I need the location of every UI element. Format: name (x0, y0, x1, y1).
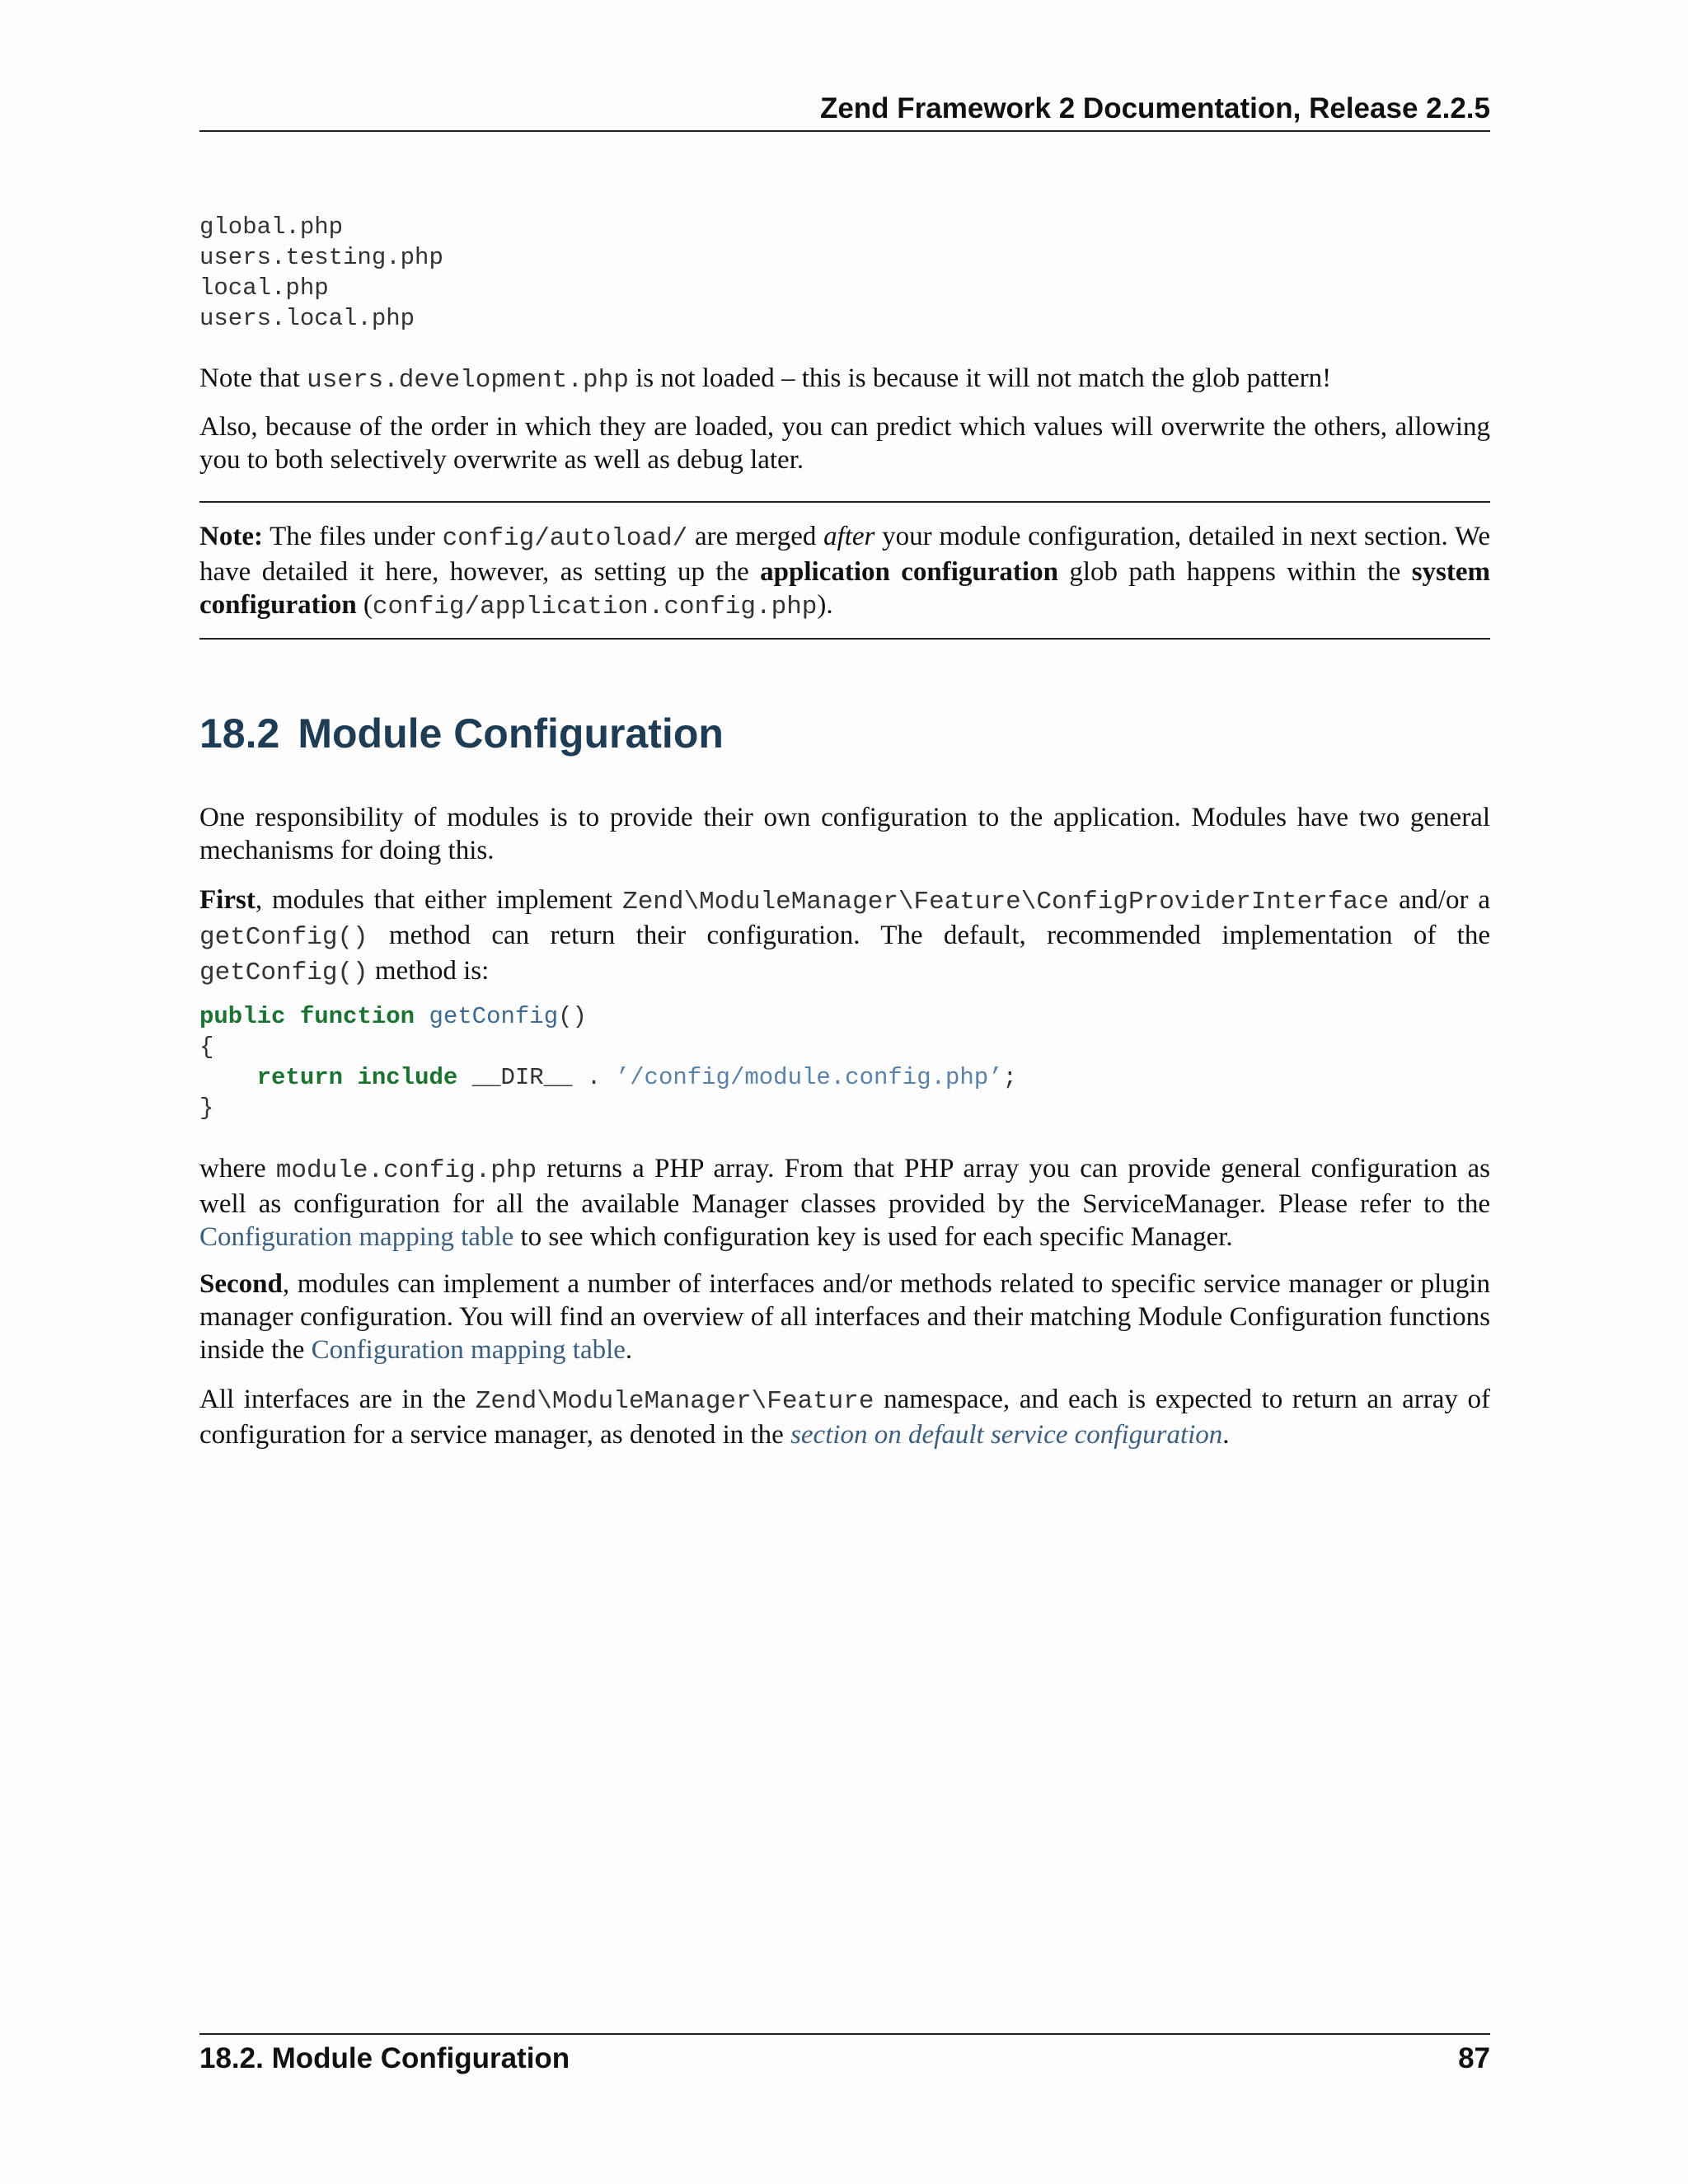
paragraph-not-loaded: Note that users.development.php is not loaded – this is because it will not match the glob pattern! (199, 363, 1332, 395)
paragraph-intro: One responsibility of modules is to provide their own configuration to the application. Modules have two general mechanisms for doing this. (199, 803, 1490, 865)
config-mapping-link[interactable]: Configuration mapping table (199, 1222, 514, 1252)
default-service-config-link[interactable]: section on default service configuration (790, 1420, 1223, 1450)
config-mapping-link[interactable]: Configuration mapping table (311, 1335, 626, 1365)
section-number: 18.2 (199, 710, 280, 757)
header-rule (199, 130, 1490, 132)
inline-code: module.config.php (275, 1156, 537, 1185)
inline-code: config/application.config.php (372, 593, 818, 621)
footer-rule (199, 2033, 1490, 2035)
file-listing-line: users.testing.php (199, 244, 443, 271)
note-bottom-rule (199, 638, 1490, 640)
paragraph-second: Second, modules can implement a number of interfaces and/or methods related to specific service manager or plugin manager configuration. You will find an overview of all interfaces and their matching Module Configuration functions inside the Configuration mapping table. (199, 1269, 1490, 1365)
code-sample (199, 1001, 1017, 1123)
inline-code: users.development.php (307, 366, 629, 395)
section-heading (199, 707, 724, 760)
code-line: return include __DIR__ . ’/config/module.config.php’; (256, 1064, 1018, 1091)
inline-code: config/autoload/ (442, 524, 688, 553)
paragraph-load-order: Also, because of the order in which they are loaded, you can predict which values will overwrite the others, allowing you to both selectively overwrite as well as debug later. (199, 412, 1490, 475)
file-listing-line: global.php (199, 213, 344, 241)
paragraph-all-interfaces: All interfaces are in the Zend\ModuleManager\Feature namespace, and each is expected to return an array of configuration for a service manager, as denoted in the section on default service configuration. (199, 1385, 1490, 1450)
inline-code: Zend\ModuleManager\Feature (475, 1387, 874, 1416)
note-label: Note: (199, 522, 263, 551)
code-line: } (199, 1094, 214, 1122)
document-page (199, 0, 1490, 2184)
code-line: public function getConfig() (199, 1003, 587, 1030)
inline-code: Zend\ModuleManager\Feature\ConfigProviderInterface (622, 888, 1390, 916)
section-title-text: Module Configuration (298, 710, 724, 757)
file-listing-line: local.php (199, 274, 329, 302)
note-box: Note: The files under config/autoload/ are merged after your module configuration, detailed in next section. We have detailed it here, however, as setting up the application configuration glob path happens within the system configuration (config/application.config.php). (199, 522, 1490, 621)
file-listing (199, 212, 443, 334)
note-top-rule (199, 501, 1490, 503)
inline-code: getConfig() (199, 958, 368, 987)
footer-section-label: 18.2. Module Configuration (199, 2042, 570, 2074)
code-line: { (199, 1033, 214, 1061)
file-listing-line: users.local.php (199, 305, 415, 332)
page-number: 87 (1458, 2042, 1490, 2074)
paragraph-where: where module.config.php returns a PHP array. From that PHP array you can provide general configuration as well as configuration for all the available Manager classes provided by the ServiceManager. Please refer to the Configuration mapping table to see which configuration key is used for each specific Manager. (199, 1154, 1490, 1252)
inline-code: getConfig() (199, 923, 368, 952)
running-header: Zend Framework 2 Documentation, Release 2.2.5 (819, 92, 1490, 124)
paragraph-first: First, modules that either implement Zend\ModuleManager\Feature\ConfigProviderInterface and/or a getConfig() method can return their configuration. The default, recommended implementation of the getConfig() method is: (199, 885, 1490, 987)
